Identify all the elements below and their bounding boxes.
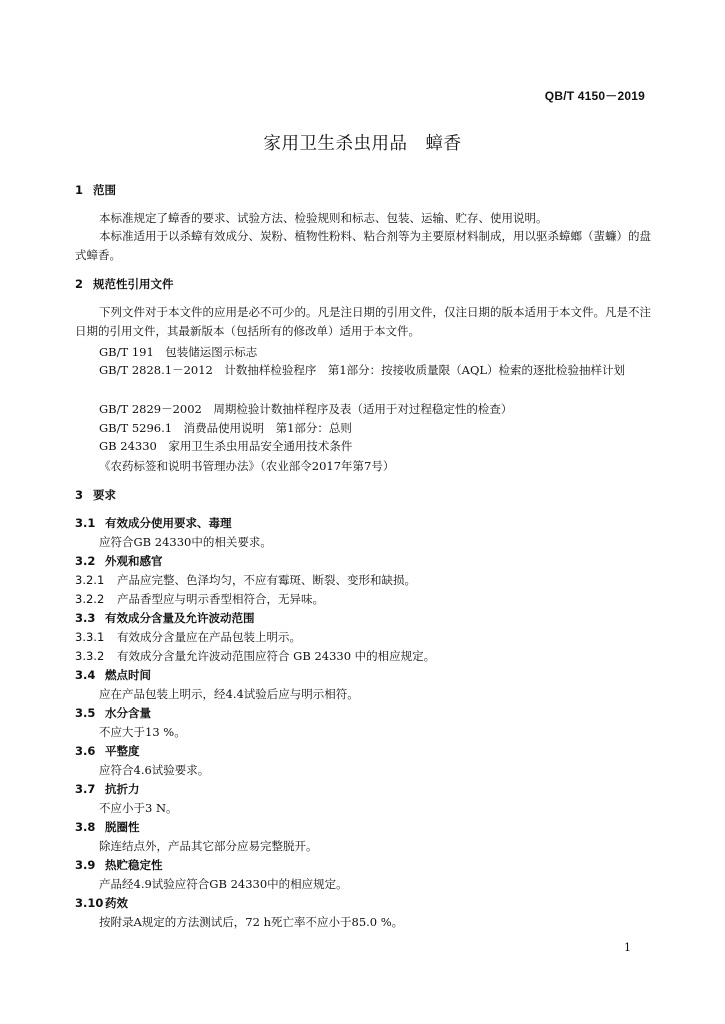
section-title: 要求 [93,488,116,502]
section-number: 3 [75,488,84,502]
clause-number: 3.2.2 [75,592,105,606]
subsection-number: 3.10 [75,896,104,910]
reference-item: GB/T 191 包装储运图示标志 [99,345,258,359]
paragraph: 本标准适用于以杀蟑有效成分、炭粉、植物性粉料、粘合剂等为主要原材料制成，用以驱杀蟑螂（蜚蠊）的盘式蟑香。 [75,229,651,262]
standard-number: QB/T 4150－2019 [544,89,645,103]
paragraph: 不应大于13 %。 [99,725,186,739]
reference-item: GB 24330 家用卫生杀虫用品安全通用技术条件 [99,439,353,453]
section-3-heading [75,487,116,503]
paragraph: 除连结点外，产品其它部分应易完整脱开。 [99,839,318,853]
clause [75,648,435,664]
subsection-heading [75,743,140,759]
paragraph: 应符合4.6试验要求。 [99,763,210,777]
subsection-number: 3.6 [75,744,96,758]
clause-number: 3.3.2 [75,649,105,663]
clause-text: 产品应完整、色泽均匀，不应有霉斑、断裂、变形和缺损。 [117,573,416,587]
subsection-heading [75,705,151,721]
clause-text: 有效成分含量应在产品包装上明示。 [117,630,301,644]
section-title: 规范性引用文件 [93,277,174,291]
subsection-title: 燃点时间 [105,668,151,682]
section-title: 范围 [93,183,116,197]
subsection-title: 水分含量 [105,706,151,720]
subsection-number: 3.9 [75,858,96,872]
subsection-title: 外观和感官 [105,554,163,568]
subsection-heading [75,857,163,873]
subsection-heading [75,819,140,835]
subsection-number: 3.2 [75,554,96,568]
page-number: 1 [624,941,631,954]
clause-text: 产品香型应与明示香型相符合，无异味。 [117,592,324,606]
subsection-heading [75,515,232,531]
paragraph: 按附录A规定的方法测试后，72 h死亡率不应小于85.0 %。 [99,915,404,929]
subsection-title: 药效 [105,896,128,910]
subsection-title: 有效成分含量及允许波动范围 [105,611,255,625]
subsection-title: 有效成分使用要求、毒理 [105,516,232,530]
subsection-heading [75,895,128,911]
subsection-heading [75,667,151,683]
paragraph: 产品经4.9试验应符合GB 24330中的相应规定。 [99,877,348,891]
paragraph: 本标准规定了蟑香的要求、试验方法、检验规则和标志、包装、运输、贮存、使用说明。 [99,211,548,225]
subsection-title: 脱圈性 [105,820,140,834]
subsection-number: 3.5 [75,706,96,720]
clause [75,591,324,607]
clause-number: 3.3.1 [75,630,105,644]
subsection-number: 3.3 [75,611,96,625]
section-number: 2 [75,277,84,291]
subsection-number: 3.4 [75,668,96,682]
section-2-heading [75,276,174,292]
document-title: 家用卫生杀虫用品 蟑香 [263,134,462,154]
paragraph: 下列文件对于本文件的应用是必不可少的。凡是注日期的引用文件，仅注日期的版本适用于本文件。凡是不注日期的引用文件，其最新版本（包括所有的修改单）适用于本文件。 [75,305,651,338]
subsection-heading [75,553,163,569]
subsection-heading [75,610,255,626]
paragraph: 应符合GB 24330中的相关要求。 [99,535,272,549]
reference-item: GB/T 2829－2002 周期检验计数抽样程序及表（适用于对过程稳定性的检查） [99,402,513,416]
subsection-number: 3.8 [75,820,96,834]
subsection-number: 3.1 [75,516,96,530]
subsection-number: 3.7 [75,782,96,796]
subsection-title: 平整度 [105,744,140,758]
clause [75,572,416,588]
reference-item: GB/T 2828.1－2012 计数抽样检验程序 第1部分：按接收质量限（AQL）检索的逐批检验抽样计划 [99,363,626,377]
section-number: 1 [75,183,84,197]
clause [75,629,301,645]
paragraph: 不应小于3 N。 [99,801,178,815]
subsection-heading [75,781,140,797]
paragraph: 应在产品包装上明示，经4.4试验后应与明示相符。 [99,687,359,701]
clause-number: 3.2.1 [75,573,105,587]
reference-item: GB/T 5296.1 消费品使用说明 第1部分：总则 [99,421,352,435]
clause-text: 有效成分含量允许波动范围应符合 GB 24330 中的相应规定。 [117,649,436,663]
subsection-title: 抗折力 [105,782,140,796]
subsection-title: 热贮稳定性 [105,858,163,872]
section-1-heading [75,182,116,198]
reference-item: 《农药标签和说明书管理办法》（农业部令2017年第7号） [99,459,395,473]
